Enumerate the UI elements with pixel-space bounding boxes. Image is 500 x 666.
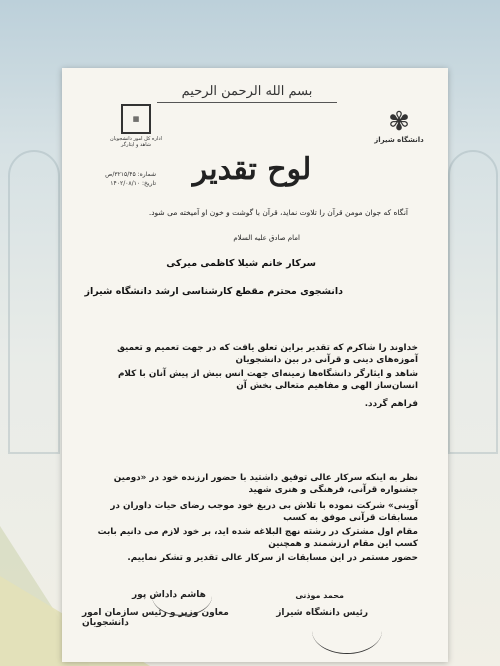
body-line: شاهد و ایثارگر دانشگاه‌ها زمینه‌ای جهت انس بیش از پیش آنان با کلام انسان‌ساز الهی و مفاهیم متعالی بخش آن: [117, 369, 418, 391]
body-line: خداوند را شاکرم که تقدیر براین تعلق یافت که در جهت تعمیم و تعمیق آموزه‌های دینی و قرآنی در بین دانشجویان: [117, 343, 418, 365]
student-affairs-logo: [104, 104, 168, 148]
signatory-right-title: رئیس دانشگاه شیراز: [276, 608, 368, 618]
body-line: حضور مستمر در این مسابقات از سرکار عالی تقدیر و تشکر نماییم.: [127, 553, 418, 563]
quote-attribution: امام صادق علیه السلام: [233, 234, 300, 242]
certificate-title: لوح تقدير: [192, 152, 312, 187]
basmala-divider: [157, 102, 337, 103]
university-caption: دانشگاه شیراز: [374, 136, 424, 144]
certificate-paper: [62, 68, 448, 662]
signatory-right-name: محمد موذنی: [295, 591, 344, 600]
arch-ornament-left: [8, 150, 60, 454]
recipient-status: دانشجوی محترم مقطع کارشناسی ارشد دانشگاه شیراز: [84, 286, 343, 297]
basmala: بسم الله الرحمن الرحيم: [181, 84, 313, 99]
arch-ornament-right: [448, 150, 498, 454]
body-line: نظر به اینکه سرکار عالی توفیق داشتید با حضور ارزنده خود در «دومین جشنواره قرآنی، فرهنگی و هنری شهید: [113, 473, 418, 495]
student-affairs-emblem-icon: ▦: [121, 104, 151, 134]
signatory-left-name: هاشم داداش پور: [132, 590, 206, 600]
signature-right-mark: [312, 608, 382, 654]
reference-number: شماره: ۳۲۱۵/۴۵/ص: [105, 171, 156, 178]
student-affairs-caption: اداره کل امور دانشجویان شاهد و ایثارگر: [110, 136, 162, 148]
university-emblem-icon: ✾: [388, 107, 410, 137]
body-line: آوینی» شرکت نموده با تلاش بی دریغ خود موجب رضای حیات داوران در مسابقات قرآنی موفق به کسب: [110, 501, 418, 523]
recipient-name: سرکار خانم شیلا کاظمی میرکی: [166, 258, 316, 269]
university-logo: [364, 108, 434, 144]
body-line: فراهم گردد.: [364, 399, 418, 409]
body-line: مقام اول مشترک در رشته نهج البلاغه شده اید، بر خود لازم می دانیم بابت کسب این مقام ارزشمند و همچنین: [97, 527, 418, 549]
quote-text: آنگاه که جوان مومن قرآن را تلاوت نماید، قرآن با گوشت و خون او آمیخته می شود.: [148, 208, 408, 217]
reference-date: تاریخ: ۱۴۰۲/۰۸/۱۰: [110, 180, 156, 187]
signature-left-mark: [152, 576, 212, 616]
signatory-left-title: معاون وزیر و رئیس سازمان امور دانشجویان: [82, 608, 229, 628]
reference-block: [76, 170, 156, 188]
